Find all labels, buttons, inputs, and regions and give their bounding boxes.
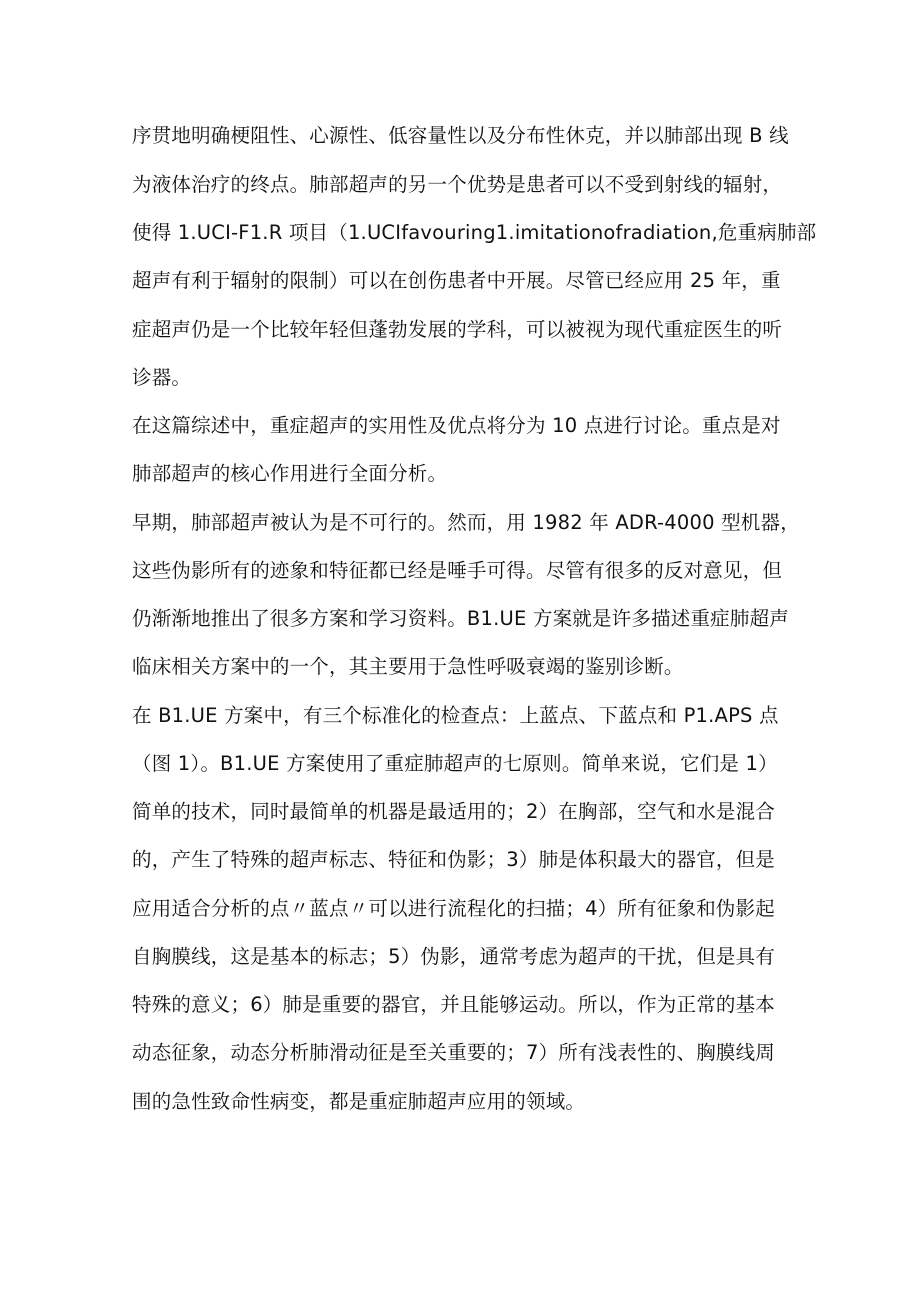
- text-line: （图 1）。B1.UE 方案使用了重症肺超声的七原则。简单来说，它们是 1）: [132, 752, 778, 775]
- text-line: 肺部超声的核心作用进行全面分析。: [132, 462, 448, 485]
- text-line: 使得 1.UCI-F1.R 项目（1.UCIfavouring1.imitationofradiation,危重病肺部: [132, 221, 817, 244]
- text-line: 为液体治疗的终点。肺部超声的另一个优势是患者可以不受到射线的辐射，: [132, 173, 783, 196]
- text-line: 超声有利于辐射的限制）可以在创伤患者中开展。尽管已经应用 25 年，重: [132, 269, 781, 292]
- text-line: 仍渐渐地推出了很多方案和学习资料。B1.UE 方案就是许多描述重症肺超声: [132, 607, 789, 630]
- text-line: 症超声仍是一个比较年轻但蓬勃发展的学科，可以被视为现代重症医生的听: [132, 318, 783, 341]
- text-line: 早期，肺部超声被认为是不可行的。然而，用 1982 年 ADR-4000 型机器，: [132, 511, 800, 534]
- text-line: 这些伪影所有的迹象和特征都已经是唾手可得。尽管有很多的反对意见，但: [132, 559, 783, 582]
- text-line: 应用适合分析的点〃蓝点〃可以进行流程化的扫描；4）所有征象和伪影起: [132, 897, 776, 920]
- text-line: 在 B1.UE 方案中，有三个标准化的检查点：上蓝点、下蓝点和 P1.APS 点: [132, 704, 779, 727]
- text-line: 简单的技术，同时最简单的机器是最适用的；2）在胸部，空气和水是混合: [132, 800, 776, 823]
- text-line: 自胸膜线，这是基本的标志；5）伪影，通常考虑为超声的干扰，但是具有: [132, 945, 776, 968]
- text-line: 序贯地明确梗阻性、心源性、低容量性以及分布性休克，并以肺部出现 B 线: [132, 124, 789, 147]
- text-line: 的，产生了特殊的超声标志、特征和伪影；3）肺是体积最大的器官，但是: [132, 848, 776, 871]
- text-line: 围的急性致命性病变，都是重症肺超声应用的领域。: [132, 1090, 586, 1113]
- text-line: 临床相关方案中的一个，其主要用于急性呼吸衰竭的鉴别诊断。: [132, 655, 684, 678]
- text-line: 动态征象，动态分析肺滑动征是至关重要的；7）所有浅表性的、胸膜线周: [132, 1041, 776, 1064]
- text-line: 在这篇综述中，重症超声的实用性及优点将分为 10 点进行讨论。重点是对: [132, 414, 781, 437]
- text-line: 特殊的意义；6）肺是重要的器官，并且能够运动。所以，作为正常的基本: [132, 993, 776, 1016]
- text-line: 诊器。: [132, 366, 192, 389]
